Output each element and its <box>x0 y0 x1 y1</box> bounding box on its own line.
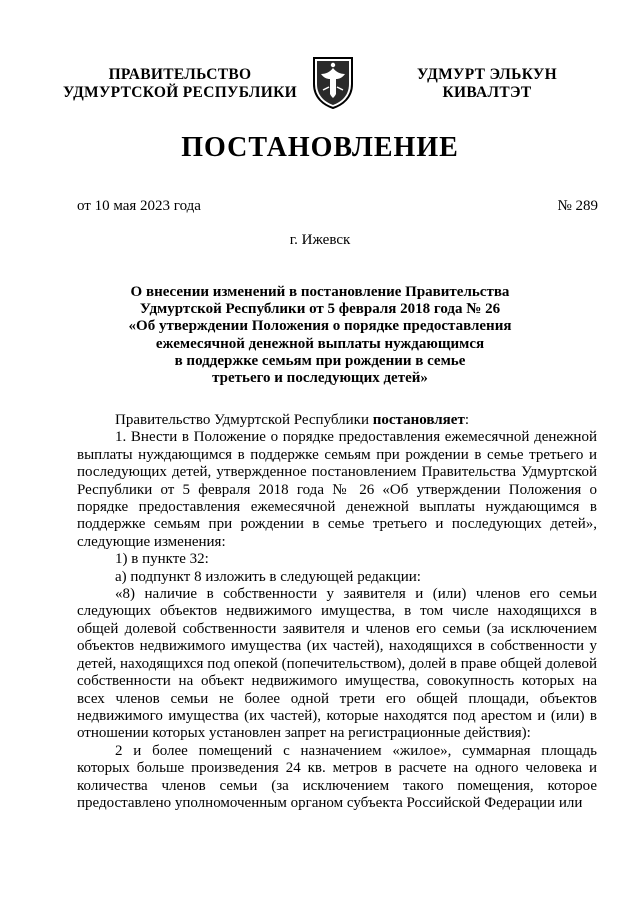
document-title: ПОСТАНОВЛЕНИЕ <box>181 132 459 163</box>
paragraph-quote-8-2: 2 и более помещений с назначением «жилое», суммарная площадь которых больше произведения 24 кв. метров в расчете на одного человека и количества членов семьи (за исключением такого помещения, которое предоставлено уполномоченным органом субъекта Российской Федерации или <box>77 742 597 811</box>
paragraph-item-1: 1. Внести в Положение о порядке предоставления ежемесячной денежной выплаты нуждающимся в поддержке семьям при рождении в семье третьего и последующих детей, утвержденное постановлением Правительства Удмуртской Республики от 5 февраля 2018 года № 26 «Об утверждении Положения о порядке предоставления ежемесячной денежной выплаты нуждающимся в поддержке семьям при рождении в семье третьего и последующих детей», следующие изменения: <box>77 429 597 550</box>
subject-line: ежемесячной денежной выплаты нуждающимся <box>155 335 485 352</box>
intro-colon: : <box>464 412 469 428</box>
intro-text: Правительство Удмуртской Республики <box>115 412 373 428</box>
coat-of-arms-icon <box>310 54 356 110</box>
paragraph-intro <box>77 412 597 429</box>
paragraph-quote-8: «8) наличие в собственности у заявителя и (или) членов его семьи следующих объектов недвижимого имущества, в том числе находящихся в общей долевой собственности заявителя и членов его семьи (за исключением объектов недвижимого имущества (их частей), находящихся в собственности у детей, находящихся под опекой (попечительством), долей в праве общей долевой собственности на объект недвижимого имущества, совокупность которых на всех членов семьи не более одной трети его общей площади, объектов недвижимого имущества (их частей), которые находятся под арестом и (или) в отношении которых установлен запрет на регистрационные действия): <box>77 586 597 742</box>
document-city: г. Ижевск <box>289 232 351 248</box>
org-name-russian-line2: УДМУРТСКОЙ РЕСПУБЛИКИ <box>62 84 297 101</box>
org-name-udmurt-line1: УДМУРТ ЭЛЬКУН <box>417 66 557 83</box>
org-name-udmurt-line2: КИВАЛТЭТ <box>442 84 532 101</box>
document-number: № 289 <box>557 198 598 214</box>
document-body <box>77 412 597 812</box>
document-date: от 10 мая 2023 года <box>77 198 201 214</box>
org-name-russian <box>60 66 300 102</box>
paragraph-item-1-1: 1) в пункте 32: <box>115 551 209 568</box>
subject-line: Удмуртской Республики от 5 февраля 2018 года № 26 <box>139 301 501 318</box>
subject-line: О внесении изменений в постановление Правительства <box>130 284 510 300</box>
org-name-russian-line1: ПРАВИТЕЛЬСТВО <box>108 66 252 83</box>
document-subject <box>100 284 540 387</box>
subject-line: «Об утверждении Положения о порядке предоставления <box>128 318 512 335</box>
paragraph-item-1-1a: а) подпункт 8 изложить в следующей редакции: <box>115 568 421 585</box>
org-name-udmurt <box>392 66 582 102</box>
intro-keyword: постановляет <box>372 412 465 428</box>
subject-line: в поддержке семьям при рождении в семье <box>174 352 466 369</box>
subject-line: третьего и последующих детей» <box>212 370 428 387</box>
